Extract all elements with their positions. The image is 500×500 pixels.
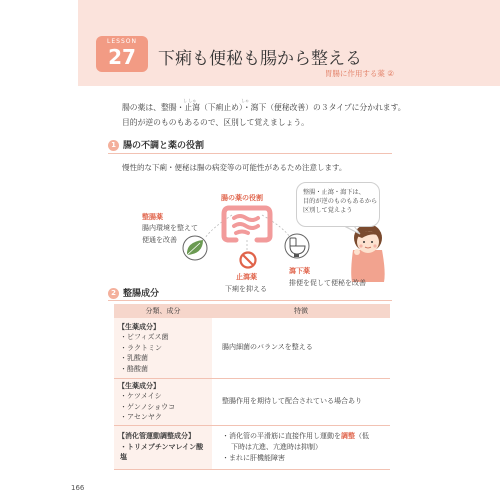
feature-line-2: 下時は亢進、亢進時は抑制） (231, 442, 322, 451)
section-number-1: 1 (108, 140, 119, 151)
table-row (114, 378, 390, 425)
category-label: 【生薬成分】 (118, 322, 160, 331)
table-cell-feature: 腸内細菌のバランスを整える (212, 318, 390, 378)
page-title: 下痢も便秘も腸から整える (158, 49, 362, 69)
leaf-icon (183, 236, 207, 260)
category-label: 【生薬成分】 (118, 381, 160, 390)
bubble-line-1: 整腸・止瀉・瀉下は、 (303, 189, 365, 196)
intestine-icon (224, 208, 270, 240)
seicho-title: 整腸薬 (142, 213, 163, 221)
speech-bubble (296, 182, 380, 227)
ingredient-item: ・乳酸菌 (120, 354, 148, 362)
section-number-2: 2 (108, 288, 119, 299)
page-number: 166 (71, 484, 85, 492)
seicho-desc-1: 腸内環境を整えて (142, 224, 198, 232)
table-header-feature: 特徴 (212, 304, 390, 318)
highlight-text: 調整 (341, 431, 355, 440)
category-label: 【消化管運動調整成分】 (118, 432, 195, 441)
feature-line-1: ・消化管の平滑筋に直接作用し運動を調整（低 (222, 431, 369, 440)
feature-line-3: ・まれに肝機能障害 (222, 453, 285, 462)
connector-right (262, 215, 292, 240)
section-description: 慢性的な下痢・便秘は腸の病変等の可能性があるため注意します。 (122, 163, 347, 172)
prohibition-icon (241, 253, 256, 268)
shisha-desc: 下痢を抑える (225, 285, 267, 293)
bubble-line-2: 目的が逆のものもあるから (303, 198, 378, 205)
ingredient-item: ・酪酸菌 (120, 364, 148, 373)
section-heading-2 (108, 286, 159, 300)
table-header-classification: 分類、成分 (114, 304, 212, 318)
intro-text: 腸の薬は、整腸・止瀉（下痢止め）・瀉下（便秘改善）の３タイプに分かれます。目的が逆のものもあるので、区別して覚えましょう。 (122, 103, 406, 127)
ingredient-item: ・ゲンノショウコ (120, 402, 176, 411)
table-cell-classification (114, 378, 212, 425)
section-title-2: 整腸成分 (123, 289, 160, 299)
shisha-title: 止瀉薬 (236, 273, 257, 281)
seicho-desc-2: 便通を改善 (142, 236, 177, 244)
ingredients-table (114, 304, 390, 470)
table-header-row (114, 304, 390, 318)
ingredient-item: ・アセンヤク (120, 413, 162, 421)
toilet-icon (285, 234, 309, 258)
ingredient-item: ・ケツメイシ (120, 392, 162, 400)
ingredient-item: ・ビフィズス菌 (120, 333, 169, 341)
lesson-label: LESSON (107, 38, 137, 45)
section-title-1: 腸の不調と薬の役割 (123, 141, 205, 151)
intro-paragraph: し しゃ しゃ 腸の薬は、整腸・止瀉（下痢止め）・瀉下（便秘改善）の３タイプに分かれます。目的が逆のものもあるので、区別して覚えましょう。 (122, 98, 406, 127)
shaka-desc: 排便を促して便秘を改善 (289, 279, 366, 287)
section-divider-2 (108, 300, 392, 301)
lesson-number: 27 (108, 45, 136, 69)
table-row (114, 318, 390, 378)
bubble-line-3: 区別して覚えよう (303, 207, 353, 214)
table-cell-feature: 整腸作用を期待して配合されている場合あり (212, 378, 390, 425)
table-cell-classification (114, 318, 212, 378)
ingredient-item: ・ラクトミン (120, 343, 162, 352)
diagram-center-label: 腸の薬の役割 (221, 194, 263, 202)
table-row (114, 425, 390, 469)
ingredient-item: ・トリメブチンマレイン酸塩 (120, 442, 204, 462)
shaka-title: 瀉下薬 (289, 267, 310, 275)
section-label: 胃腸に作用する薬 ② (324, 69, 394, 78)
table-cell-classification (114, 425, 212, 469)
connector-left (205, 215, 232, 238)
table-cell-feature (212, 425, 390, 469)
